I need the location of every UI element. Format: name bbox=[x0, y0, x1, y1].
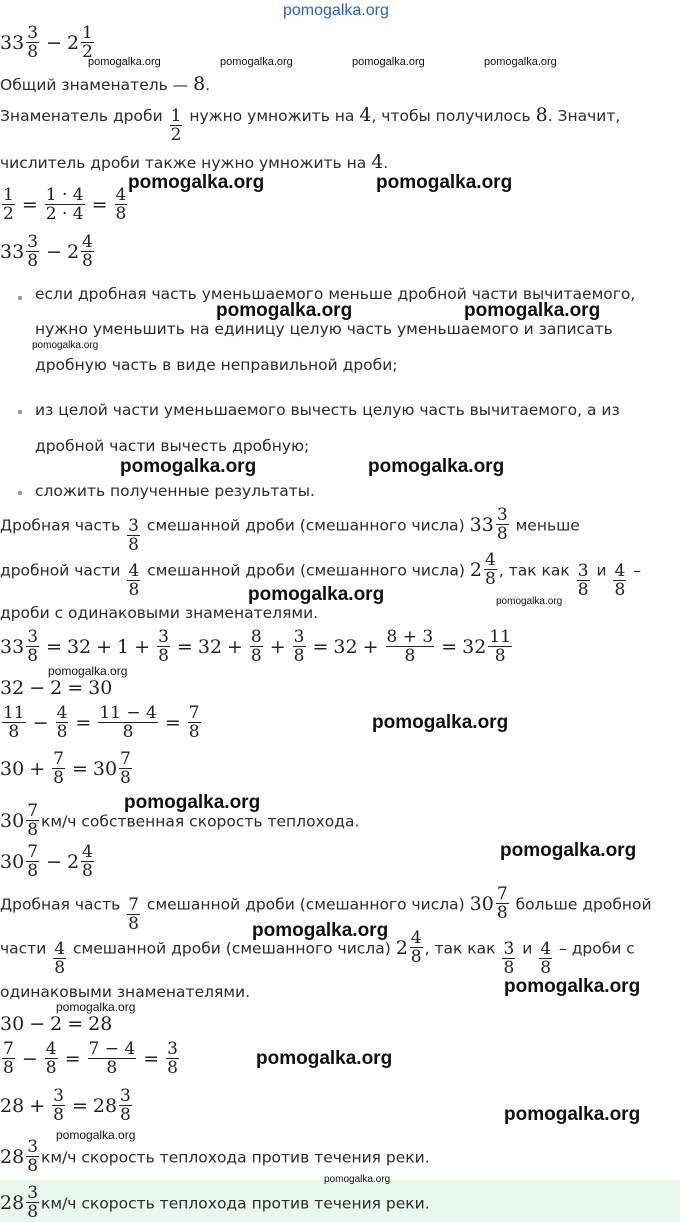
watermark: pomogalka.org bbox=[256, 1048, 393, 1069]
text-line: 28 3 8 км/ч скорость теплохода против течения реки. bbox=[0, 1137, 430, 1176]
bullet-marker bbox=[18, 296, 22, 300]
watermark: pomogalka.org bbox=[216, 300, 353, 321]
answer-line: 28 3 8 км/ч скорость теплохода против течения реки. bbox=[0, 1183, 430, 1222]
list-item-cont: нужно уменьшить на единицу целую часть уменьшаемого и записать bbox=[35, 320, 613, 338]
text-line: Общий знаменатель — 8. bbox=[0, 73, 211, 95]
list-item-cont: дробной части вычесть дробную; bbox=[35, 437, 310, 455]
watermark: pomogalka.org bbox=[32, 340, 99, 351]
text-line: части 4 8 смешанной дроби (смешанного числа) 2 4 8 , так как 3 8 и 4 8 – дроби с bbox=[0, 928, 635, 978]
expression-line: 32 − 2 = 30 bbox=[0, 677, 113, 699]
watermark: pomogalka.org bbox=[56, 1128, 136, 1142]
text-line: дроби с одинаковыми знаменателями. bbox=[0, 604, 319, 622]
expression-line: 30 7 8 − 2 4 8 bbox=[0, 842, 93, 881]
watermark: pomogalka.org bbox=[88, 56, 161, 68]
watermark: pomogalka.org bbox=[504, 976, 641, 997]
text-line: числитель дроби также нужно умножить на 4. bbox=[0, 151, 389, 173]
watermark: pomogalka.org bbox=[56, 1000, 136, 1014]
watermark: pomogalka.org bbox=[376, 172, 513, 193]
text-line: дробной части 4 8 смешанной дроби (смешанного числа) 2 4 8 , так как 3 8 и 4 8 – bbox=[0, 550, 641, 600]
watermark: pomogalka.org bbox=[248, 584, 385, 605]
watermark: pomogalka.org bbox=[372, 712, 509, 733]
text-line: Дробная часть 7 8 смешанной дроби (смешанного числа) 30 7 8 больше дробной bbox=[0, 884, 652, 934]
watermark: pomogalka.org bbox=[484, 56, 557, 68]
fraction: 1 2 bbox=[82, 23, 93, 62]
watermark: pomogalka.org bbox=[48, 664, 128, 678]
watermark: pomogalka.org bbox=[500, 840, 637, 861]
text-line: одинаковыми знаменателями. bbox=[0, 983, 251, 1001]
watermark: pomogalka.org bbox=[324, 1174, 391, 1185]
list-item: из целой части уменьшаемого вычесть целую часть вычитаемого, а из bbox=[35, 401, 620, 419]
expression-line: $\frac{1}{2}$ = $\frac{1 \cdot 4}{2 \cdot 4}$ = $\frac{4}{8}$ bbox=[3, 185, 127, 224]
expression-line: 33 3 8 − 2 4 8 bbox=[0, 232, 93, 271]
expression-line: 30 + $\frac{7}{8}$ = 30 7 8 bbox=[0, 749, 131, 788]
expression-line: 28 + $\frac{3}{8}$ = 28 3 8 bbox=[0, 1086, 131, 1125]
watermark: pomogalka.org bbox=[504, 1104, 641, 1125]
watermark: pomogalka.org bbox=[120, 456, 257, 477]
watermark: pomogalka.org bbox=[252, 920, 389, 941]
expression-line: 11 8 − $\frac{4}{8}$ = $\frac{11 - 4}{8}$ = $\frac{7}{8}$ bbox=[3, 703, 200, 742]
bullet-marker bbox=[18, 491, 22, 495]
watermark: pomogalka.org bbox=[128, 172, 265, 193]
fraction: 1 2 bbox=[170, 106, 182, 145]
fraction: 3 8 bbox=[27, 23, 39, 62]
watermark: pomogalka.org bbox=[464, 300, 601, 321]
expression-line: 33 $\frac{3}{8}$ = 32 + 1 + $\frac{3}{8}$ = 32 + $\frac{8}{8}$ + $\frac{3}{8}$ = 32 + $\frac{8 + 3}{8}$ = 32 11 8 bbox=[0, 627, 511, 666]
list-item-cont: дробную часть в виде неправильной дроби; bbox=[35, 356, 398, 374]
text-line: Дробная часть 3 8 смешанной дроби (смешанного числа) 33 3 8 меньше bbox=[0, 505, 580, 555]
bullet-marker bbox=[18, 410, 22, 414]
expression-line: 30 − 2 = 28 bbox=[0, 1013, 113, 1035]
watermark: pomogalka.org bbox=[220, 56, 293, 68]
expression-line: 7 8 − $\frac{4}{8}$ = $\frac{7 - 4}{8}$ = $\frac{3}{8}$ bbox=[3, 1039, 178, 1078]
site-header-link[interactable]: pomogalka.org bbox=[283, 2, 389, 19]
watermark: pomogalka.org bbox=[124, 792, 261, 813]
list-item: если дробная часть уменьшаемого меньше дробной части вычитаемого, bbox=[35, 285, 636, 303]
text-line: Знаменатель дроби 1 2 нужно умножить на 4, чтобы получилось 8. Значит, bbox=[0, 104, 621, 145]
text-line: 30 7 8 км/ч собственная скорость теплохода. bbox=[0, 801, 360, 840]
expression-line-1: 33 3 8 − 2 1 2 bbox=[0, 23, 93, 62]
watermark: pomogalka.org bbox=[352, 56, 425, 68]
watermark: pomogalka.org bbox=[496, 596, 563, 607]
list-item: сложить полученные результаты. bbox=[35, 482, 315, 500]
math-number: 33 bbox=[0, 31, 25, 54]
watermark: pomogalka.org bbox=[368, 456, 505, 477]
